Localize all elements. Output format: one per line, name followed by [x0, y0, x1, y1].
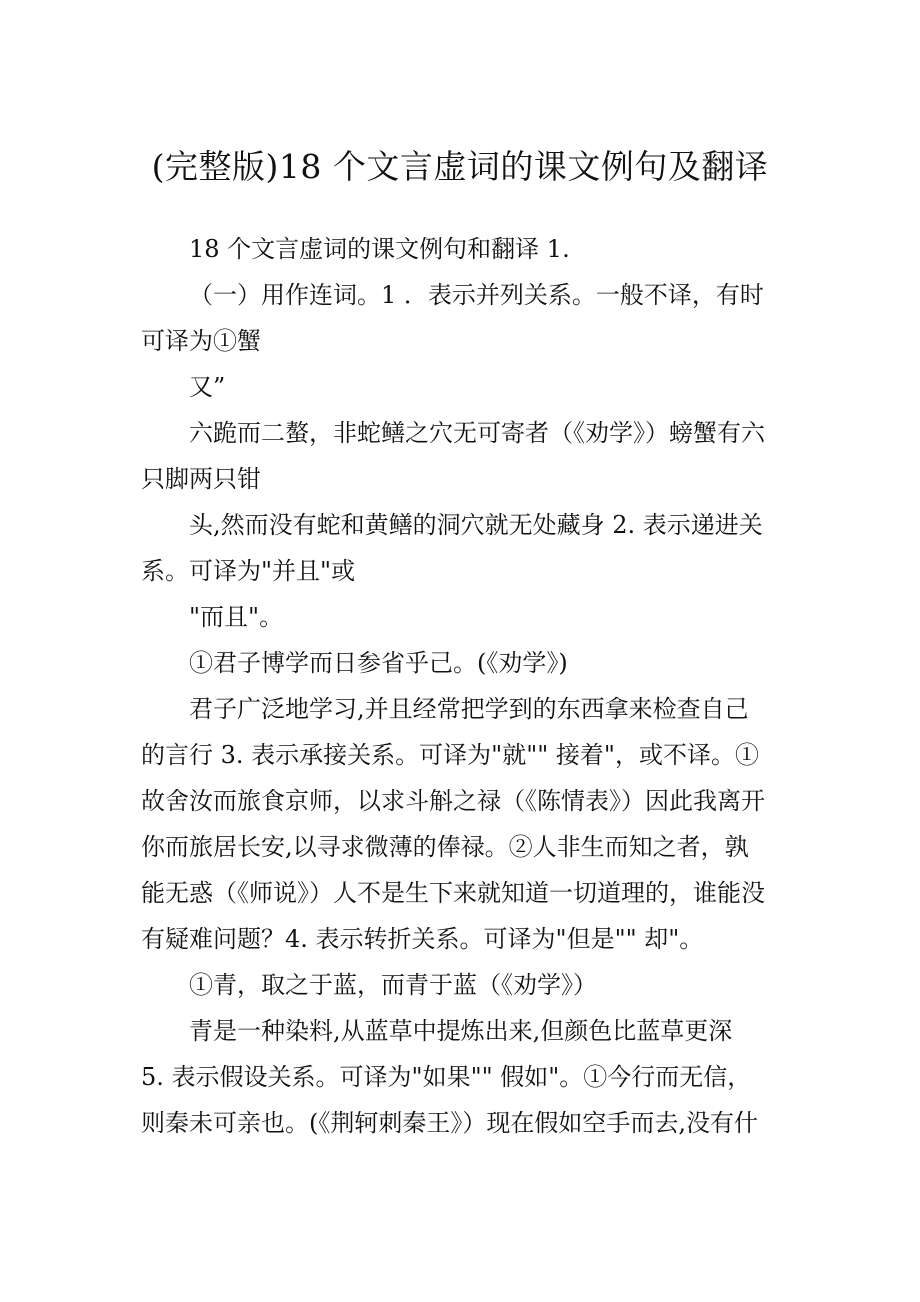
- text-line: 君子广泛地学习,并且经常把学到的东西拿来检查自己: [189, 695, 749, 723]
- text-line: 六跪而二螯，非蛇鳝之穴无可寄者（《劝学》）螃蟹有六: [189, 419, 765, 447]
- document-body: [141, 226, 781, 1146]
- paragraph: [141, 410, 781, 502]
- paragraph: [141, 686, 781, 962]
- text-line: 又”: [189, 373, 226, 401]
- text-line: 则秦未可亲也。(《荆轲刺秦王》）现在假如空手而去,没有什: [141, 1109, 758, 1137]
- document-title: (完整版)18 个文言虚词的课文例句及翻译: [151, 147, 769, 186]
- text-line: ①君子博学而日参省乎己。(《劝学》): [189, 649, 568, 677]
- text-line: 5. 表示假设关系。可译为"如果"" 假如"。①今行而无信，: [141, 1063, 752, 1091]
- text-line: （一）用作连词。1 ．表示并列关系。一般不译，有时: [189, 281, 764, 309]
- text-line: 系。可译为"并且"或: [141, 557, 356, 585]
- paragraph: [141, 640, 781, 686]
- paragraph: [141, 962, 781, 1008]
- text-line: 青是一种染料,从蓝草中提炼出来,但颜色比蓝草更深: [189, 1017, 733, 1045]
- text-line: 故舍汝而旅食京师，以求斗斛之禄（《陈情表》）因此我离开: [141, 787, 765, 815]
- paragraph: [141, 594, 781, 640]
- paragraph: [141, 502, 781, 594]
- text-line: ①青，取之于蓝，而青于蓝（《劝学》）: [189, 971, 597, 999]
- paragraph: [141, 1008, 781, 1146]
- text-line: 只脚两只钳: [141, 465, 261, 493]
- text-line: 可译为①蟹: [141, 327, 261, 355]
- paragraph: [141, 272, 781, 364]
- text-line: 的言行 3. 表示承接关系。可译为"就"" 接着"，或不译。①: [141, 741, 759, 769]
- text-line: 能无惑（《师说》）人不是生下来就知道一切道理的，谁能没: [141, 879, 765, 907]
- paragraph: [141, 226, 781, 272]
- text-line: "而且"。: [189, 603, 284, 631]
- paragraph: [141, 364, 781, 410]
- text-line: 你而旅居长安,以寻求微薄的俸禄。②人非生而知之者，孰: [141, 833, 749, 861]
- text-line: 有疑难问题？4. 表示转折关系。可译为"但是"" 却"。: [141, 925, 704, 953]
- text-line: 头,然而没有蛇和黄鳝的洞穴就无处藏身 2. 表示递进关: [189, 511, 763, 539]
- text-line: 18 个文言虚词的课文例句和翻译 1.: [189, 235, 570, 263]
